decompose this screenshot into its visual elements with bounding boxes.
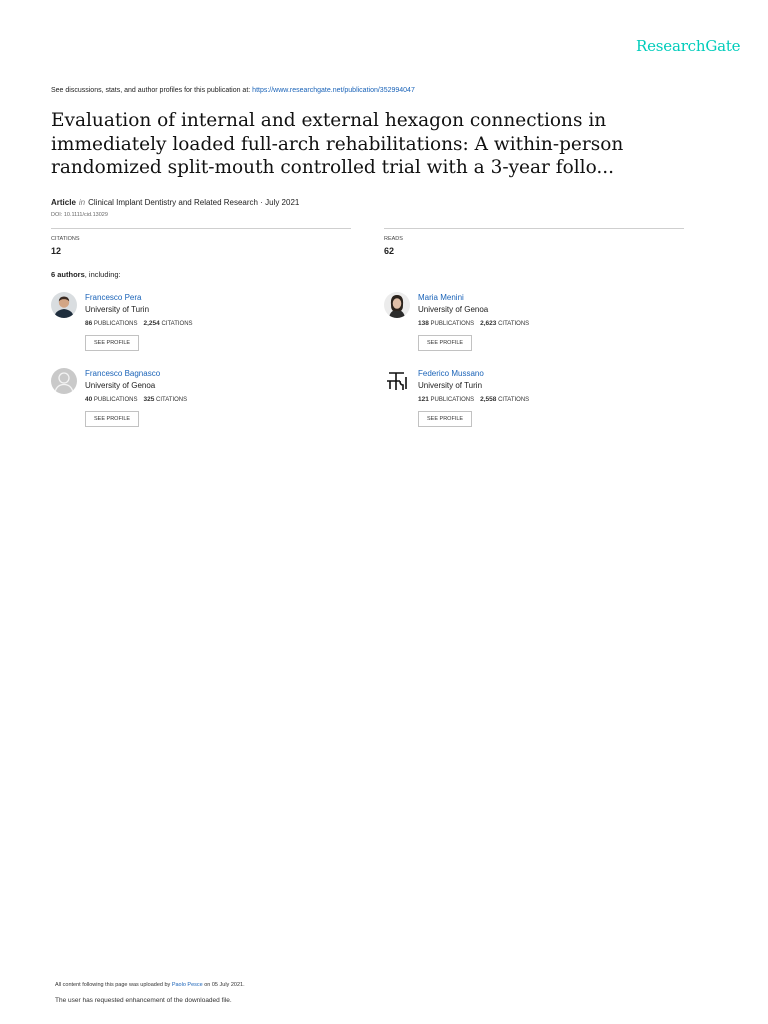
- citations-count: 2,623: [480, 320, 497, 327]
- citations-count: 2,254: [143, 320, 160, 327]
- author-name[interactable]: Francesco Bagnasco: [85, 369, 161, 378]
- author-stats: [85, 395, 187, 405]
- avatar-placeholder-icon[interactable]: [51, 368, 77, 394]
- authors-suffix: , including:: [84, 270, 121, 279]
- upload-suffix: on 05 July 2021.: [202, 982, 245, 988]
- publications-label: PUBLICATIONS: [430, 321, 475, 327]
- see-profile-button[interactable]: SEE PROFILE: [85, 411, 139, 427]
- see-profile-button[interactable]: SEE PROFILE: [85, 335, 139, 351]
- citations-value: 12: [51, 246, 62, 256]
- author-institution: University of Genoa: [85, 381, 156, 390]
- reads-stat: [384, 228, 684, 256]
- authors-count: 6 authors: [51, 270, 85, 279]
- publications-count: 40: [85, 396, 93, 403]
- doi: DOI: 10.1111/cid.13029: [51, 212, 108, 218]
- author-name[interactable]: Federico Mussano: [418, 369, 484, 378]
- citations-label: CITATIONS: [498, 321, 530, 327]
- author-institution: University of Turin: [85, 305, 150, 314]
- discussion-line: [51, 87, 415, 94]
- discussion-prefix: See discussions, stats, and author profiles for this publication at:: [51, 87, 253, 94]
- citations-label: CITATIONS: [498, 397, 530, 403]
- author-stats: [418, 395, 529, 405]
- publications-count: 86: [85, 320, 93, 327]
- citations-count: 325: [143, 396, 155, 403]
- citations-stat: [51, 228, 351, 256]
- reads-label: READS: [384, 236, 403, 242]
- author-name[interactable]: Maria Menini: [418, 293, 464, 302]
- reads-value: 62: [384, 246, 395, 256]
- author-stats: [85, 319, 193, 329]
- publications-count: 121: [418, 396, 429, 403]
- uploader-link[interactable]: Paolo Pesce: [171, 982, 203, 988]
- author-name[interactable]: Francesco Pera: [85, 293, 142, 302]
- author-stats: [418, 319, 529, 329]
- publication-title: Evaluation of internal and external hexagon connections in immediately loaded full-arch rehabilitations: A within-person randomized split-mouth controlled trial with a 3-year follo...: [51, 110, 624, 178]
- see-profile-button[interactable]: SEE PROFILE: [418, 411, 472, 427]
- publications-label: PUBLICATIONS: [430, 397, 475, 403]
- avatar[interactable]: [384, 292, 410, 318]
- author-institution: University of Genoa: [418, 305, 489, 314]
- author-institution: University of Turin: [418, 381, 483, 390]
- request-note: The user has requested enhancement of the downloaded file.: [55, 997, 232, 1004]
- avatar-symbol-icon[interactable]: [384, 368, 410, 394]
- citations-label: CITATIONS: [51, 236, 80, 242]
- citations-label: CITATIONS: [156, 397, 188, 403]
- upload-note: [55, 982, 245, 988]
- authors-heading: [51, 270, 121, 279]
- publications-label: PUBLICATIONS: [93, 397, 138, 403]
- upload-prefix: All content following this page was uploaded by: [55, 982, 172, 988]
- journal-name: Clinical Implant Dentistry and Related Research · July 2021: [88, 198, 300, 207]
- publication-meta: [51, 198, 299, 207]
- citations-count: 2,558: [480, 396, 497, 403]
- citations-label: CITATIONS: [161, 321, 193, 327]
- article-type: Article: [51, 198, 76, 207]
- avatar[interactable]: [51, 292, 77, 318]
- publications-count: 138: [418, 320, 429, 327]
- in-label: in: [78, 198, 86, 207]
- publications-label: PUBLICATIONS: [93, 321, 138, 327]
- see-profile-button[interactable]: SEE PROFILE: [418, 335, 472, 351]
- publication-link[interactable]: https://www.researchgate.net/publication/352994047: [252, 87, 415, 94]
- researchgate-logo[interactable]: ResearchGate: [636, 37, 741, 55]
